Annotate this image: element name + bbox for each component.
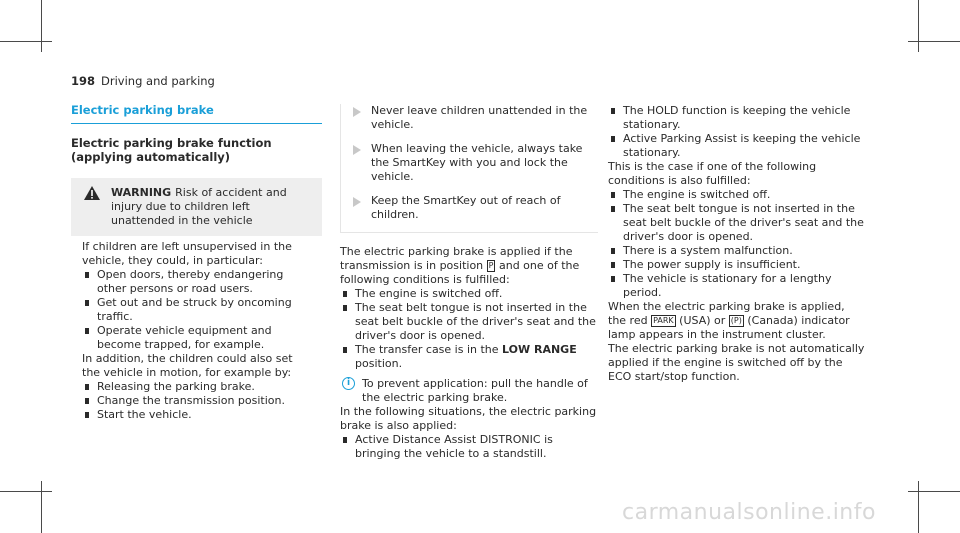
- warning-icon: [83, 185, 101, 205]
- warning-text: Risk of accident and injury due to children left unattended in the vehicle: [111, 186, 287, 227]
- warning-heading: WARNING: [111, 186, 172, 199]
- tip-text: To prevent application: pull the handle of the electric parking brake.: [362, 377, 588, 404]
- text-run: position.: [355, 357, 403, 370]
- list-item: The vehicle is stationary for a lengthy period.: [608, 272, 866, 300]
- note-text: Never leave children unattended in the vehicle.: [371, 104, 588, 131]
- bold-term: LOW RANGE: [502, 343, 577, 356]
- watermark: carmanualsonline.info: [622, 500, 876, 525]
- list-item: The seat belt tongue is not inserted in the seat belt buckle of the driver's seat and the driver's door is opened.: [608, 202, 866, 244]
- paragraph: [608, 300, 866, 342]
- warning-box: [71, 178, 322, 236]
- note-item: [341, 194, 598, 222]
- note-text: Keep the SmartKey out of reach of children.: [371, 194, 561, 221]
- list-item: Start the vehicle.: [82, 408, 314, 422]
- list-item: The engine is switched off.: [340, 287, 598, 301]
- note-item: [341, 104, 598, 132]
- text-run: When the electric parking brake is applied, the red: [608, 300, 845, 327]
- paragraph: The electric parking brake is not automatically applied if the engine is switched off by the ECO start/stop function.: [608, 342, 865, 383]
- crop-mark: [41, 0, 42, 52]
- subsection-title: Electric parking brake function (applying automatically): [71, 136, 272, 164]
- warning-notes: [340, 104, 598, 233]
- middle-column: [340, 104, 598, 461]
- paragraph: In the following situations, the electric parking brake is also applied:: [340, 405, 597, 432]
- crop-mark: [908, 491, 960, 492]
- list-item: The HOLD function is keeping the vehicle stationary.: [608, 104, 866, 132]
- crop-mark: [0, 41, 52, 42]
- text-run: The electric parking brake is applied if the transmission is in position: [340, 245, 573, 272]
- note-text: When leaving the vehicle, always take the SmartKey with you and lock the vehicle.: [371, 142, 583, 183]
- list-item: Operate vehicle equipment and become trapped, for example.: [82, 324, 314, 352]
- left-column: [71, 103, 322, 422]
- list-item: Open doors, thereby endangering other persons or road users.: [82, 268, 314, 296]
- paragraph: [340, 245, 598, 287]
- list-item: Releasing the parking brake.: [82, 380, 314, 394]
- text-run: The transfer case is in the: [355, 343, 503, 356]
- page-number: 198: [71, 74, 96, 88]
- section-name: Driving and parking: [101, 74, 215, 88]
- bullet-list: [340, 287, 598, 371]
- crop-mark: [41, 481, 42, 533]
- list-item: The power supply is insufficient.: [608, 258, 866, 272]
- right-column: [608, 104, 866, 384]
- bullet-list: [82, 268, 314, 352]
- list-item: Active Parking Assist is keeping the vehicle stationary.: [608, 132, 866, 160]
- list-item: [340, 343, 598, 371]
- list-item: The engine is switched off.: [608, 188, 866, 202]
- crop-mark: [908, 41, 960, 42]
- text-run: (USA) or: [675, 314, 729, 327]
- paragraph: If children are left unsupervised in the vehicle, they could, in particular:: [82, 240, 292, 267]
- list-item: There is a system malfunction.: [608, 244, 866, 258]
- park-lamp-canada-symbol: (P): [730, 316, 742, 325]
- bullet-list: [608, 188, 866, 300]
- bullet-list: [340, 433, 598, 461]
- info-icon: i: [342, 377, 355, 390]
- park-position-symbol: P: [488, 261, 494, 270]
- arrow-icon: [353, 107, 361, 117]
- paragraph: In addition, the children could also set the vehicle in motion, for example by:: [82, 352, 293, 379]
- arrow-icon: [353, 197, 361, 207]
- crop-mark: [918, 0, 919, 52]
- list-item: Change the transmission position.: [82, 394, 314, 408]
- page-header: [71, 74, 215, 88]
- arrow-icon: [353, 145, 361, 155]
- section-rule: [71, 123, 322, 124]
- crop-mark: [918, 481, 919, 533]
- list-item: Active Distance Assist DISTRONIC is bringing the vehicle to a standstill.: [340, 433, 598, 461]
- list-item: Get out and be struck by oncoming traffic.: [82, 296, 314, 324]
- park-lamp-symbol: PARK: [653, 316, 674, 325]
- bullet-list: [82, 380, 314, 422]
- warning-details: [71, 236, 322, 422]
- tip-note: [340, 377, 598, 405]
- note-item: [341, 142, 598, 184]
- section-title: Electric parking brake: [71, 103, 214, 117]
- paragraph: This is the case if one of the following conditions is also fulfilled:: [608, 160, 817, 187]
- text-run: and one of the following conditions is fulfilled:: [340, 259, 580, 286]
- text-run: (Canada) indicator lamp appears in the instrument cluster.: [608, 314, 850, 341]
- crop-mark: [0, 491, 52, 492]
- bullet-list: [608, 104, 866, 160]
- list-item: The seat belt tongue is not inserted in the seat belt buckle of the driver's seat and the driver's door is opened.: [340, 301, 598, 343]
